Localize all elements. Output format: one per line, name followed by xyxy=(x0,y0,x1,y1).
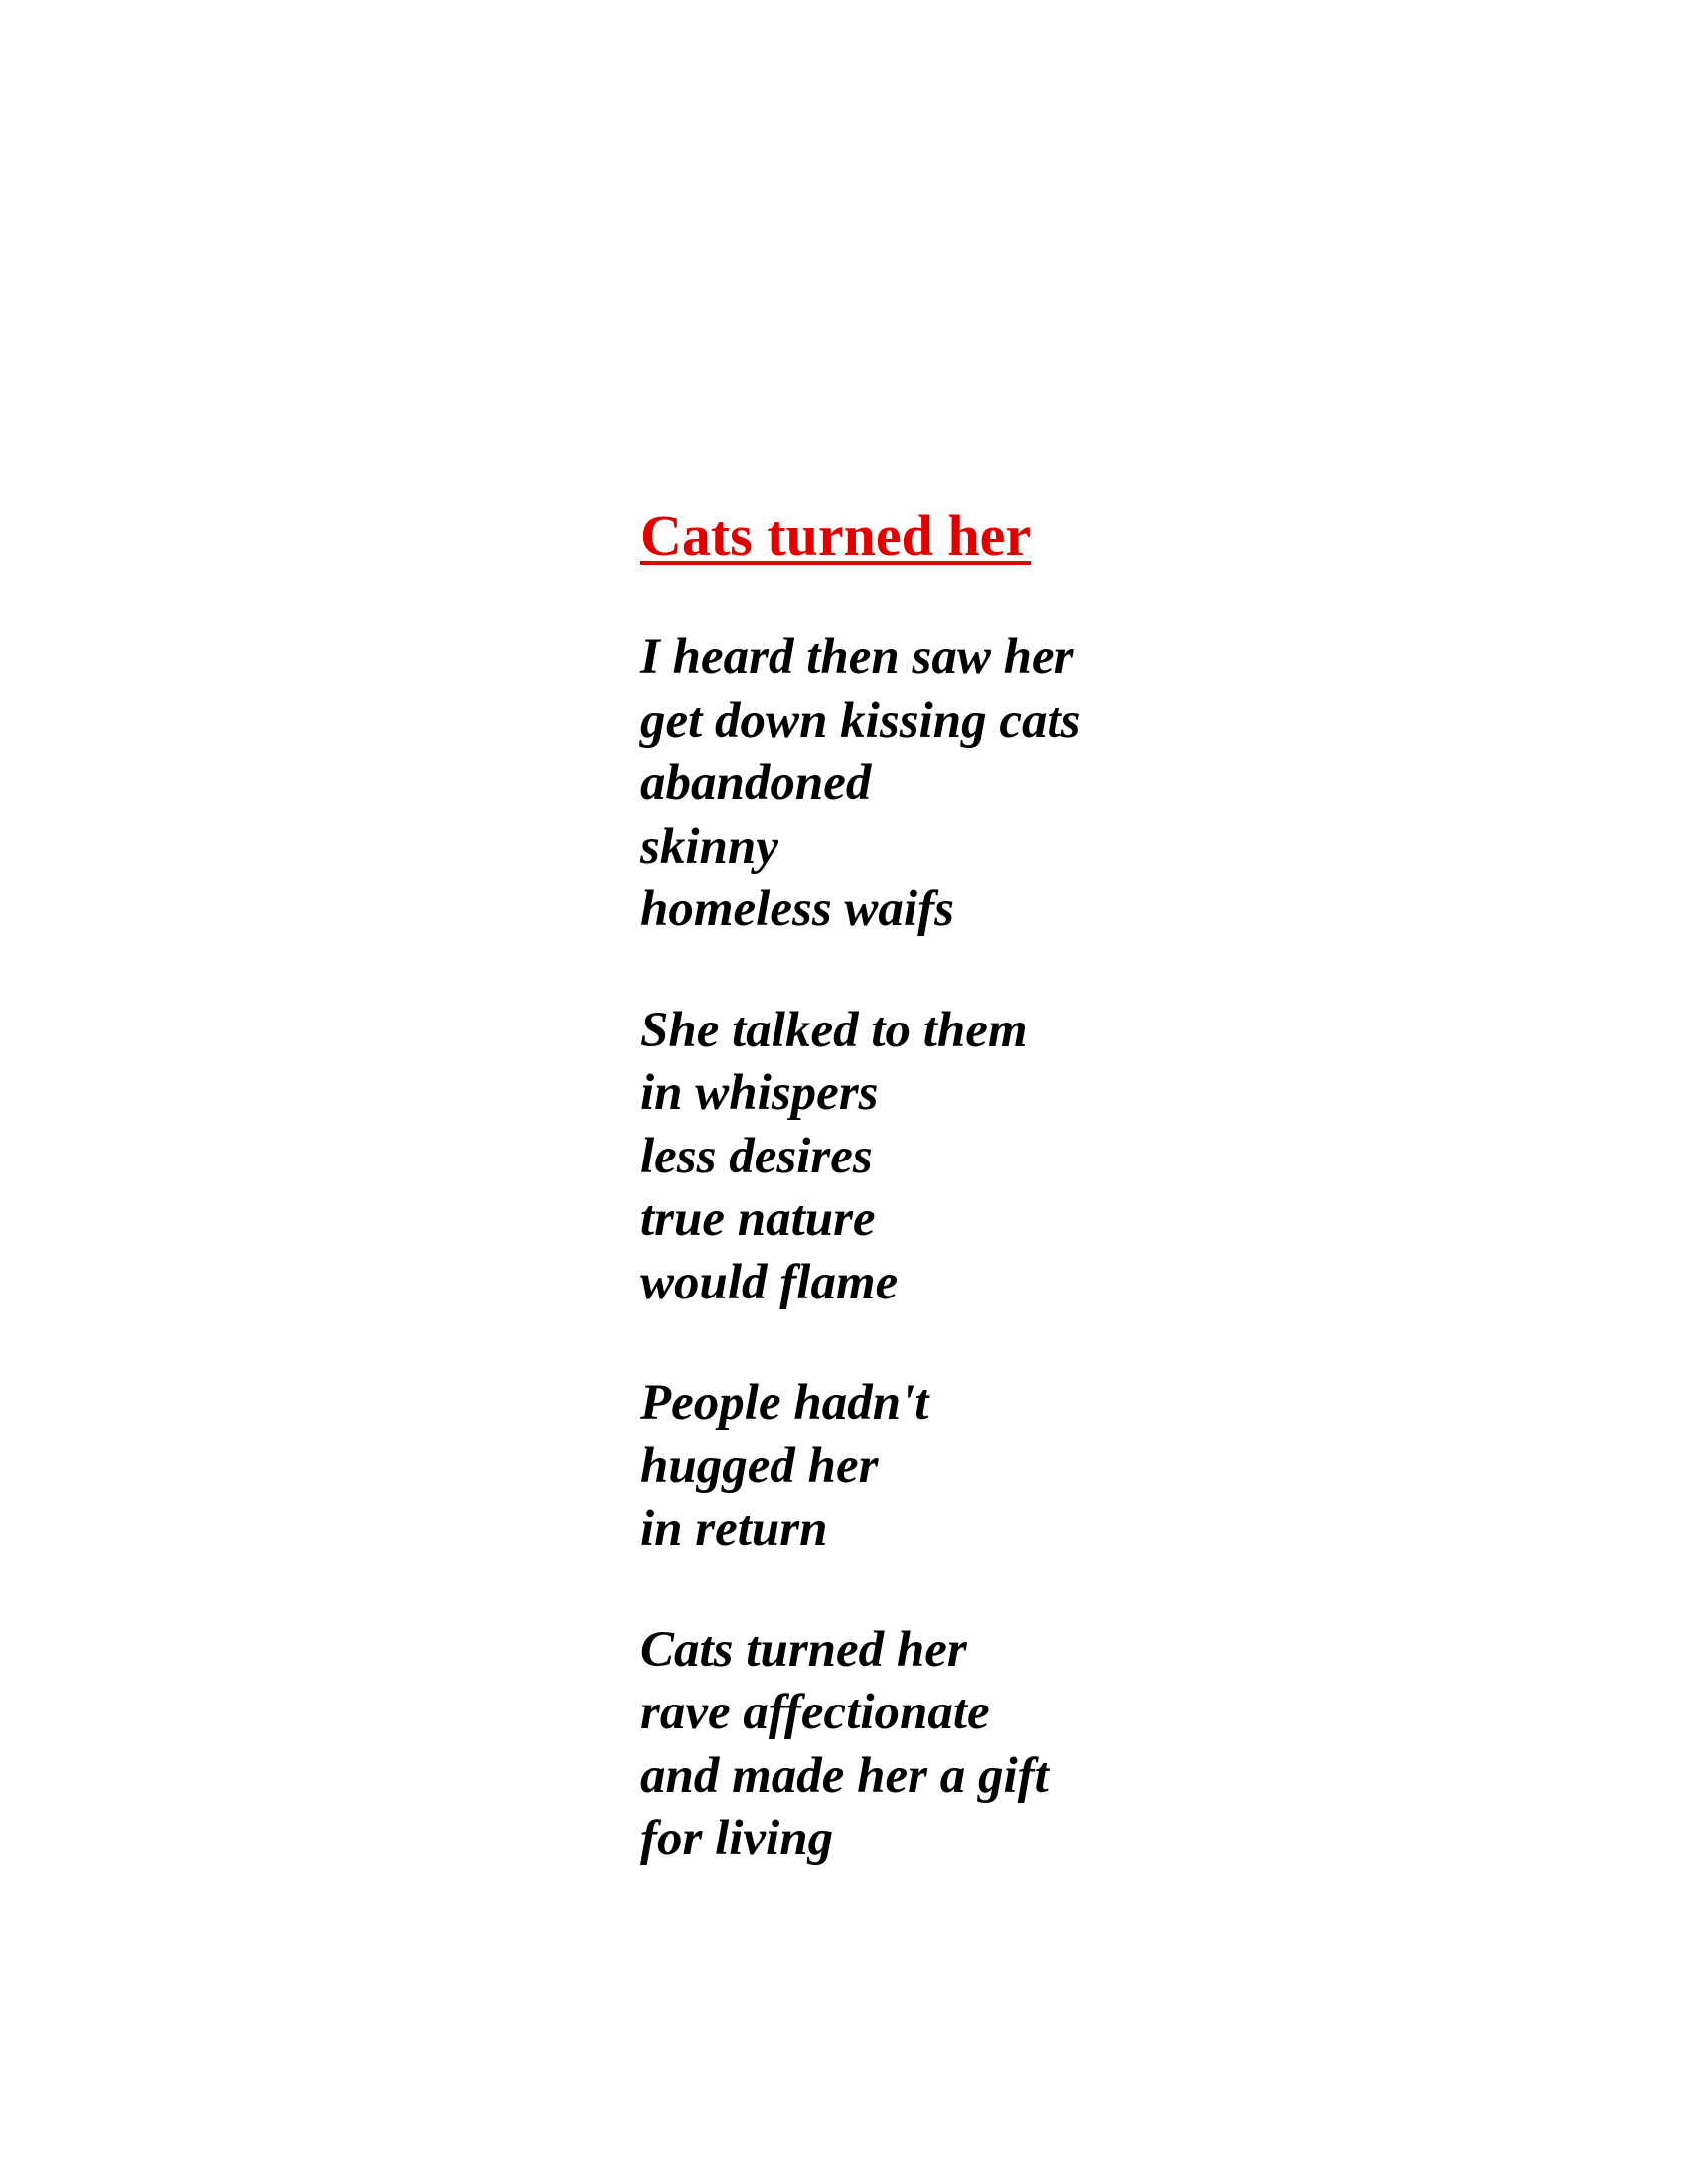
poem-line: skinny xyxy=(640,818,778,875)
poem-line: get down kissing cats xyxy=(640,692,1081,749)
poem-line: abandoned xyxy=(640,755,872,811)
poem-line: I heard then saw her xyxy=(640,629,1074,685)
stanza-4 xyxy=(640,1619,1633,1871)
poem-line: for living xyxy=(640,1811,834,1866)
stanza-3 xyxy=(640,1372,1633,1562)
poem-line: She talked to them xyxy=(640,1002,1028,1058)
stanza-1 xyxy=(640,626,1633,942)
poem-line: true nature xyxy=(640,1191,876,1247)
stanza-2 xyxy=(640,1000,1633,1315)
poem-line: less desires xyxy=(640,1128,873,1184)
poem-line: People hadn't xyxy=(640,1375,929,1431)
poem-line: homeless waifs xyxy=(640,882,954,937)
poem-line: rave affectionate xyxy=(640,1685,990,1740)
poem-line: Cats turned her xyxy=(640,1621,967,1678)
poem-line: would flame xyxy=(640,1254,899,1310)
poem-title: Cats turned her xyxy=(640,503,1032,568)
poem-line: in whispers xyxy=(640,1065,879,1121)
poem-line: hugged her xyxy=(640,1437,879,1494)
poem-line: in return xyxy=(640,1501,828,1557)
poem xyxy=(640,501,1633,1871)
poem-line: and made her a gift xyxy=(640,1747,1049,1804)
